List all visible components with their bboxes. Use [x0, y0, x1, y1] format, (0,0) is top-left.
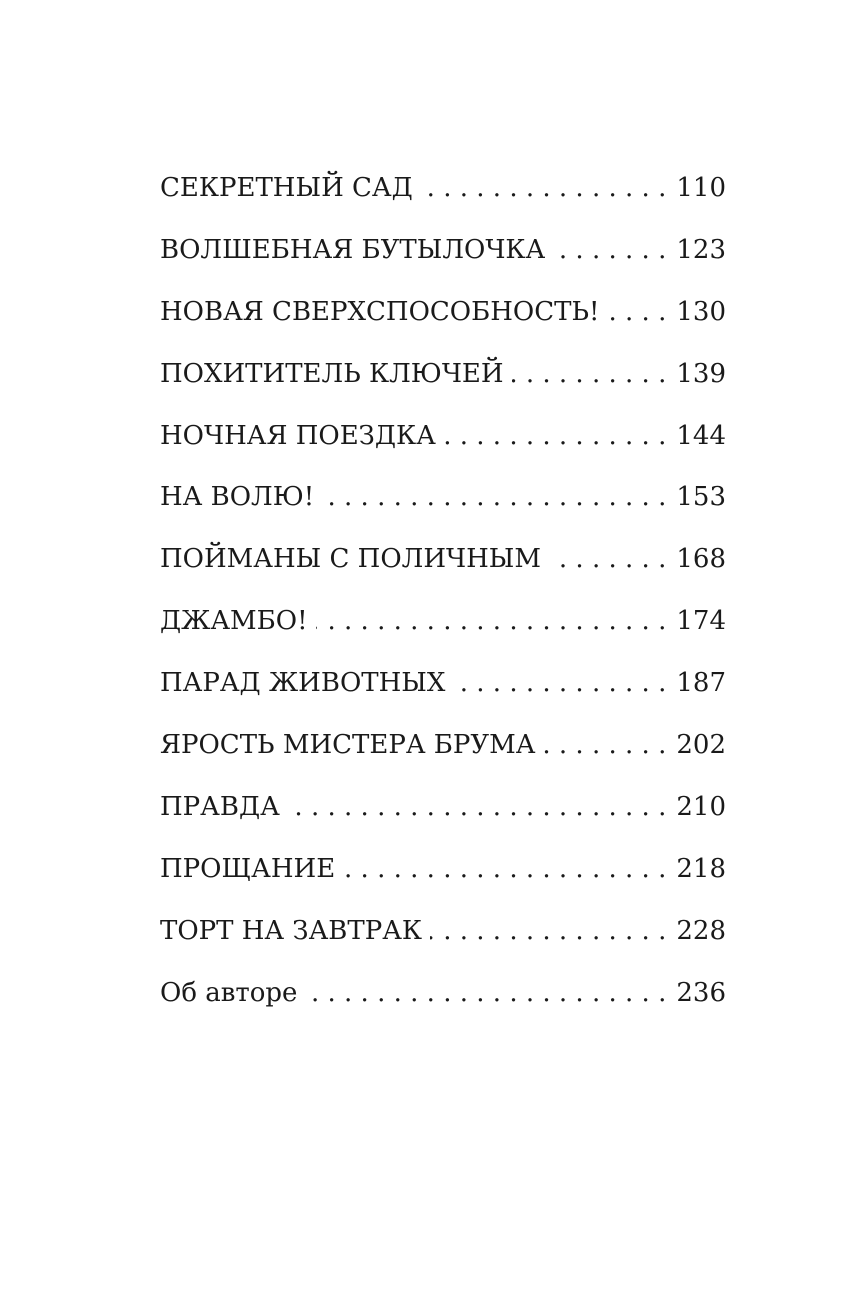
toc-entry-title: НА ВОЛЮ!	[160, 482, 315, 513]
toc-entry-page: 110	[676, 173, 726, 203]
toc-dot-leader	[316, 599, 667, 643]
toc-dot-leader	[607, 290, 666, 334]
toc-entry	[160, 414, 726, 476]
toc-entry-page: 202	[676, 730, 726, 761]
toc-entry	[160, 723, 726, 785]
toc-entry-page: 174	[676, 606, 726, 637]
toc-entry-page: 130	[676, 296, 726, 327]
toc-entry-page: 228	[676, 915, 726, 946]
toc-entry-title: Об авторе	[160, 977, 298, 1008]
toc-entry-title: ВОЛШЕБНАЯ БУТЫЛОЧКА	[160, 234, 546, 265]
toc-entry-title: НОВАЯ СВЕРХСПОСОБНОСТЬ!	[160, 296, 600, 327]
toc-entry-title: ДЖАМБО!	[160, 606, 308, 637]
toc-entry-page: 236	[676, 977, 726, 1008]
toc-entry	[160, 785, 726, 847]
toc-entry-title: ПРАВДА	[160, 791, 280, 822]
toc-entry-page: 123	[676, 234, 726, 265]
toc-dot-leader	[322, 475, 666, 519]
toc-entry	[160, 537, 726, 599]
toc-dot-leader	[421, 166, 667, 210]
toc-dot-leader	[288, 785, 667, 829]
toc-entry-page: 153	[676, 482, 726, 513]
toc-dot-leader	[444, 414, 667, 458]
toc-entry	[160, 475, 726, 537]
toc-entry-title: ПРОЩАНИЕ	[160, 853, 336, 884]
toc-dot-leader	[430, 909, 666, 953]
toc-dot-leader	[453, 661, 666, 705]
toc-dot-leader	[512, 352, 667, 396]
toc-dot-leader	[544, 723, 667, 767]
toc-entry-title: НОЧНАЯ ПОЕЗДКА	[160, 420, 436, 451]
toc-entry	[160, 847, 726, 909]
toc-entry-page: 187	[676, 668, 726, 699]
toc-entry-page: 210	[676, 791, 726, 822]
toc-entry	[160, 228, 726, 290]
toc-entry-page: 168	[676, 544, 726, 575]
toc-entry	[160, 971, 726, 1033]
toc-entry	[160, 166, 726, 228]
toc-entry-title: ТОРТ НА ЗАВТРАК	[160, 915, 423, 946]
toc-dot-leader	[553, 228, 666, 272]
toc-entry-title: ПОЙМАНЫ С ПОЛИЧНЫМ	[160, 544, 541, 575]
toc-entry	[160, 599, 726, 661]
toc-entry-title: ЯРОСТЬ МИСТЕРА БРУМА	[160, 730, 536, 761]
toc-entry-title: ПОХИТИТЕЛЬ КЛЮЧЕЙ	[160, 358, 504, 389]
toc-dot-leader	[549, 537, 666, 581]
toc-entry-page: 218	[676, 853, 726, 884]
table-of-contents	[160, 166, 726, 1032]
toc-entry-page: 139	[676, 358, 726, 389]
toc-entry-page: 144	[676, 420, 726, 451]
toc-entry	[160, 352, 726, 414]
toc-entry	[160, 290, 726, 352]
toc-entry	[160, 661, 726, 723]
toc-entry	[160, 909, 726, 971]
toc-dot-leader	[305, 971, 666, 1015]
toc-dot-leader	[343, 847, 666, 891]
toc-entry-title: ПАРАД ЖИВОТНЫХ	[160, 668, 446, 699]
toc-entry-title: СЕКРЕТНЫЙ САД	[160, 173, 413, 203]
